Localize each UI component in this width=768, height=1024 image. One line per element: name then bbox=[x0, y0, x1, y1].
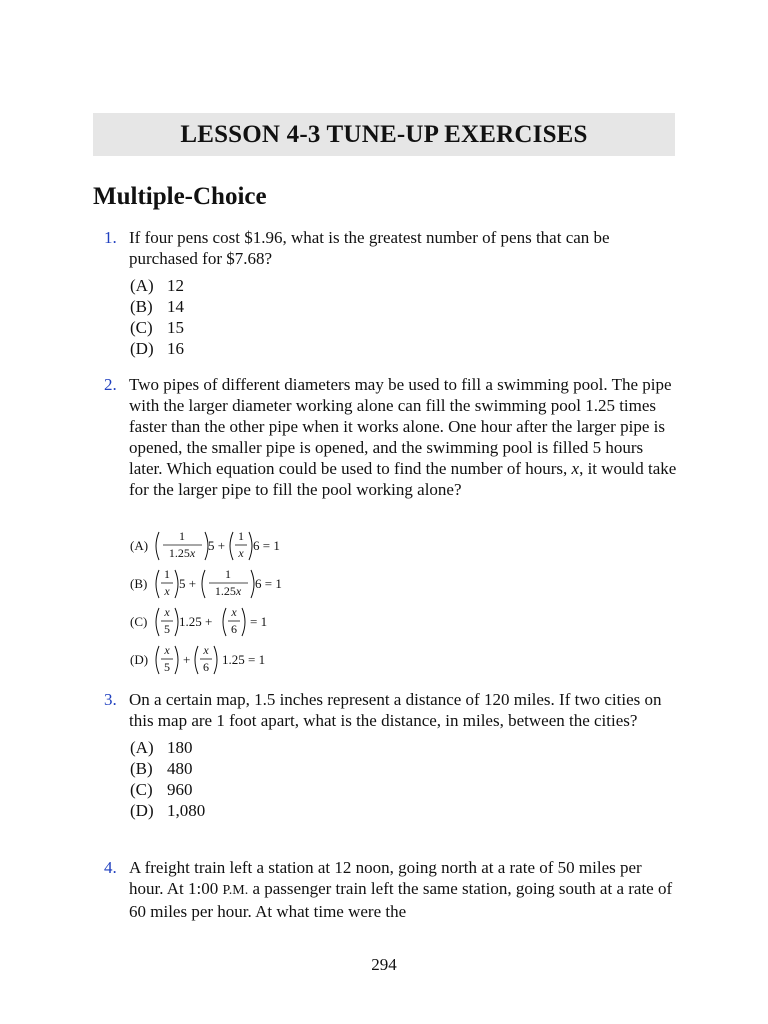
svg-text:1.25 +: 1.25 + bbox=[179, 614, 213, 629]
svg-text:1.25 = 1: 1.25 = 1 bbox=[222, 652, 266, 667]
question-number: 3. bbox=[104, 690, 117, 709]
question-number: 1. bbox=[104, 228, 117, 247]
time-suffix: P.M. bbox=[222, 883, 249, 898]
svg-text:5 +: 5 + bbox=[208, 538, 226, 553]
choice-value: 1,080 bbox=[167, 801, 206, 820]
svg-text:= 1: = 1 bbox=[250, 614, 268, 629]
svg-text:1: 1 bbox=[238, 529, 244, 543]
choice-letter: (C) bbox=[130, 780, 153, 799]
svg-text:5: 5 bbox=[164, 622, 170, 636]
choice-a bbox=[130, 275, 684, 296]
svg-text:6 = 1: 6 = 1 bbox=[255, 576, 282, 591]
question-4 bbox=[104, 857, 684, 922]
svg-text:1: 1 bbox=[164, 567, 170, 581]
choice-letter: (B) bbox=[130, 297, 153, 316]
choice-d bbox=[130, 338, 684, 359]
question-1 bbox=[104, 227, 684, 359]
choice-b bbox=[130, 758, 684, 779]
question-text: If four pens cost $1.96, what is the greatest number of pens that can be purchased for $7.68? bbox=[129, 228, 610, 268]
choice-a bbox=[130, 737, 684, 758]
page-number: 294 bbox=[371, 955, 397, 974]
choice-d-equation bbox=[130, 643, 265, 674]
choice-letter: (D) bbox=[130, 652, 149, 667]
choice-c-equation bbox=[130, 605, 267, 636]
choice-b bbox=[130, 296, 684, 317]
choice-letter: (A) bbox=[130, 276, 154, 295]
svg-text:6 = 1: 6 = 1 bbox=[253, 538, 280, 553]
svg-text:x: x bbox=[238, 546, 244, 560]
choice-value: 15 bbox=[167, 318, 184, 337]
choice-value: 480 bbox=[167, 759, 193, 778]
svg-text:6: 6 bbox=[203, 660, 209, 674]
svg-text:+: + bbox=[183, 652, 191, 667]
svg-text:1: 1 bbox=[179, 529, 185, 543]
svg-text:1: 1 bbox=[225, 567, 231, 581]
svg-text:1.25x: 1.25x bbox=[168, 546, 196, 560]
choice-a-equation bbox=[130, 529, 280, 560]
choice-value: 12 bbox=[167, 276, 184, 295]
choice-letter: (D) bbox=[130, 339, 154, 358]
section-title: Multiple-Choice bbox=[93, 183, 267, 210]
svg-text:1.25x: 1.25x bbox=[214, 584, 242, 598]
svg-text:6: 6 bbox=[231, 622, 237, 636]
lesson-title-banner bbox=[93, 113, 675, 156]
choice-letter: (D) bbox=[130, 801, 154, 820]
svg-text:x: x bbox=[164, 643, 170, 657]
svg-text:x: x bbox=[164, 605, 170, 619]
variable-x: x bbox=[571, 459, 580, 478]
choice-letter: (C) bbox=[130, 318, 153, 337]
choice-c bbox=[130, 779, 684, 800]
choice-letter: (A) bbox=[130, 738, 154, 757]
question-text: A freight train left a station at 12 noon, going north at a rate of 50 miles per hour. At 1:00 P.M. a passenger train left the same station, going south at a rate of 60 miles per hour. At what time were the bbox=[129, 858, 673, 921]
choice-value: 14 bbox=[167, 297, 184, 316]
choice-b-equation bbox=[130, 567, 282, 598]
svg-text:5: 5 bbox=[164, 660, 170, 674]
svg-text:x: x bbox=[203, 643, 209, 657]
svg-text:x: x bbox=[231, 605, 237, 619]
choice-letter: (B) bbox=[130, 759, 153, 778]
question-3 bbox=[104, 689, 684, 821]
choice-value: 960 bbox=[167, 780, 193, 799]
choice-letter: (C) bbox=[130, 614, 148, 629]
question-text: Two pipes of different diameters may be used to fill a swimming pool. The pipe with the larger diameter working alone can fill the swimming pool 1.25 times faster than the other pipe when it works alone. One hour after the larger pipe is opened, the smaller pipe is opened, and the swimming pool is filled 5 hours later. Which equation could be used to find the number of hours, x, it would take for the larger pipe to fill the pool working alone? bbox=[129, 375, 677, 499]
lesson-title: LESSON 4-3 TUNE-UP EXERCISES bbox=[180, 120, 588, 148]
svg-text:x: x bbox=[164, 584, 170, 598]
svg-text:5 +: 5 + bbox=[179, 576, 197, 591]
question-2 bbox=[104, 374, 684, 500]
choice-c bbox=[130, 317, 684, 338]
question-number: 4. bbox=[104, 858, 117, 877]
choice-value: 16 bbox=[167, 339, 184, 358]
answer-choices bbox=[130, 737, 684, 821]
choice-value: 180 bbox=[167, 738, 193, 757]
choice-letter: (B) bbox=[130, 576, 148, 591]
question-text: On a certain map, 1.5 inches represent a distance of 120 miles. If two cities on this map are 1 foot apart, what is the distance, in miles, between the cities? bbox=[129, 690, 662, 730]
choice-d bbox=[130, 800, 684, 821]
equation-choices bbox=[130, 528, 430, 678]
choice-letter: (A) bbox=[130, 538, 149, 553]
answer-choices bbox=[130, 275, 684, 359]
question-number: 2. bbox=[104, 375, 117, 394]
